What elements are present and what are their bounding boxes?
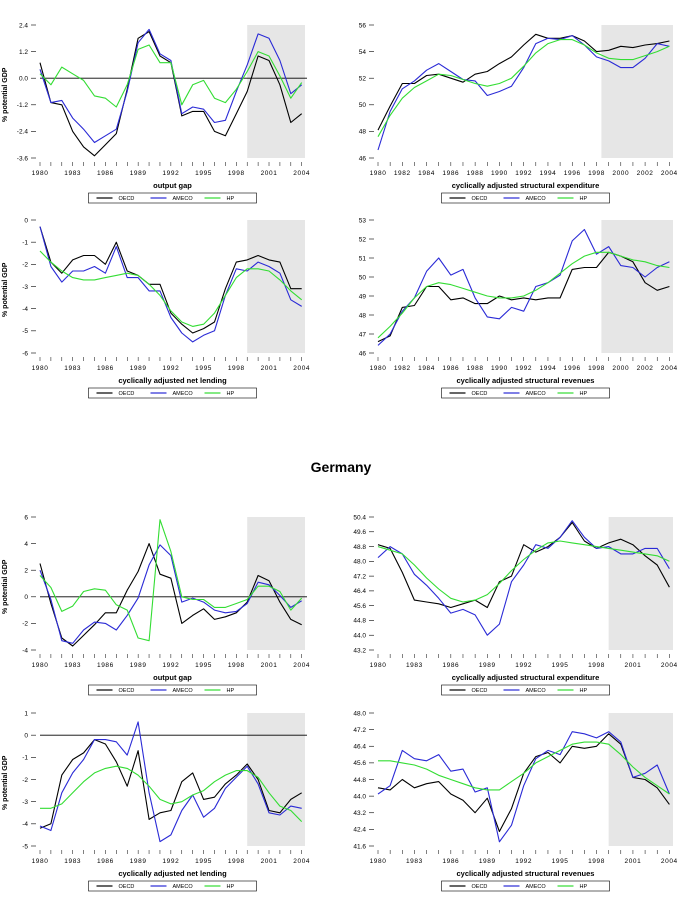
legend-label-hp: HP (579, 688, 588, 695)
y-axis-label: % potential GDP (2, 755, 9, 810)
chart-panel-5 (2, 512, 338, 697)
chart-panel-8 (343, 708, 682, 893)
x-tick-label: 2004 (293, 365, 311, 372)
legend-label-ameco: AMECO (525, 196, 546, 203)
legend-label-hp: HP (579, 391, 588, 398)
x-tick-label: 1986 (96, 662, 114, 669)
y-tick-label: 47.2 (353, 726, 366, 734)
y-tick-label: -3 (22, 283, 28, 291)
y-tick-label: -3.6 (16, 155, 28, 163)
y-tick-label: 49.6 (353, 529, 366, 537)
chart-svg (8, 215, 338, 400)
x-tick-label: 1995 (551, 662, 569, 669)
x-tick-label: 1998 (227, 662, 245, 669)
chart-svg (8, 20, 338, 205)
x-tick-label: 1980 (369, 365, 387, 372)
legend-label-oecd: OECD (471, 391, 488, 398)
y-tick-label: 52 (358, 236, 366, 244)
legend-label-oecd: OECD (118, 391, 135, 398)
x-tick-label: 1990 (490, 170, 508, 177)
y-tick-label: -5 (22, 843, 28, 851)
x-axis-label: output gap (153, 181, 192, 190)
x-tick-label: 1989 (129, 170, 147, 177)
chart-svg (8, 708, 338, 893)
x-tick-label: 1992 (515, 170, 533, 177)
y-tick-label: -2 (22, 261, 28, 269)
y-tick-label: 45.6 (353, 760, 366, 768)
x-tick-label: 1980 (31, 858, 49, 865)
x-axis-label: cyclically adjusted net lending (118, 869, 227, 878)
x-tick-label: 1992 (515, 858, 533, 865)
x-tick-label: 1995 (195, 858, 213, 865)
y-tick-label: 0 (24, 732, 28, 740)
x-tick-label: 1989 (478, 662, 496, 669)
y-tick-label: 42.4 (353, 826, 366, 834)
legend-label-ameco: AMECO (525, 391, 546, 398)
chart-panel-7 (2, 708, 338, 893)
legend-label-hp: HP (226, 196, 235, 203)
x-tick-label: 1989 (478, 858, 496, 865)
legend-label-oecd: OECD (471, 196, 488, 203)
y-axis-label: % potential GDP (2, 262, 9, 317)
x-tick-label: 1995 (195, 662, 213, 669)
chart-panel-4 (343, 215, 682, 400)
x-tick-label: 1994 (539, 170, 557, 177)
x-tick-label: 1992 (162, 365, 180, 372)
x-tick-label: 1980 (31, 170, 49, 177)
chart-panel-6 (343, 512, 682, 697)
x-tick-label: 1998 (588, 170, 605, 177)
legend-label-hp: HP (226, 884, 235, 891)
chart-panel-3 (2, 215, 338, 400)
y-tick-label: 48.0 (353, 710, 366, 718)
x-tick-label: 1998 (227, 170, 245, 177)
y-tick-label: 41.6 (353, 843, 366, 851)
shaded-region (601, 220, 673, 353)
y-tick-label: 47.2 (353, 573, 366, 581)
legend-label-ameco: AMECO (172, 688, 193, 695)
x-axis-label: cyclically adjusted net lending (118, 376, 227, 385)
chart-svg (343, 215, 682, 400)
x-tick-label: 2000 (612, 365, 630, 372)
x-tick-label: 1983 (64, 662, 82, 669)
y-tick-label: -1 (22, 754, 28, 762)
legend-label-ameco: AMECO (172, 196, 193, 203)
y-tick-label: 4 (24, 540, 28, 548)
x-tick-label: 1988 (466, 170, 484, 177)
y-tick-label: 48.0 (353, 558, 366, 566)
legend-label-oecd: OECD (471, 688, 488, 695)
x-tick-label: 1998 (227, 365, 245, 372)
y-axis-label: % potential GDP (2, 67, 9, 122)
x-tick-label: 1986 (442, 858, 460, 865)
y-tick-label: 44.8 (353, 617, 366, 625)
x-tick-label: 1990 (490, 365, 508, 372)
x-tick-label: 1995 (195, 170, 213, 177)
x-tick-label: 1992 (162, 662, 180, 669)
x-tick-label: 1984 (418, 365, 435, 372)
section-title: Germany (310, 459, 372, 475)
y-tick-label: -5 (22, 328, 28, 336)
legend-label-ameco: AMECO (525, 884, 546, 891)
legend-label-ameco: AMECO (525, 688, 546, 695)
x-tick-label: 1986 (96, 365, 114, 372)
x-tick-label: 1992 (162, 170, 180, 177)
y-tick-label: 56 (358, 22, 366, 30)
y-tick-label: 48 (358, 128, 366, 136)
y-tick-label: 2 (24, 567, 28, 575)
x-tick-label: 2001 (260, 170, 278, 177)
y-tick-label: 2.4 (18, 22, 28, 30)
legend-label-oecd: OECD (118, 196, 135, 203)
legend-label-oecd: OECD (471, 884, 488, 891)
y-tick-label: 54 (358, 48, 366, 56)
x-tick-label: 1980 (369, 170, 387, 177)
chart-svg (343, 708, 682, 893)
y-tick-label: 50.4 (353, 514, 366, 522)
x-tick-label: 1980 (369, 858, 387, 865)
x-tick-label: 1980 (369, 662, 387, 669)
x-tick-label: 2004 (660, 662, 678, 669)
y-tick-label: -4 (22, 647, 28, 655)
x-tick-label: 1982 (393, 365, 411, 372)
x-tick-label: 2002 (636, 170, 654, 177)
x-axis-label: cyclically adjusted structural revenues (456, 869, 595, 878)
y-tick-label: -2 (22, 620, 28, 628)
x-tick-label: 1992 (515, 365, 533, 372)
x-tick-label: 1986 (96, 858, 114, 865)
x-tick-label: 1983 (405, 662, 423, 669)
x-tick-label: 1989 (129, 858, 147, 865)
x-tick-label: 2004 (660, 365, 678, 372)
y-tick-label: 50 (358, 102, 366, 110)
x-tick-label: 1989 (129, 662, 147, 669)
x-tick-label: 2001 (624, 662, 642, 669)
x-axis-label: cyclically adjusted structural revenues (456, 376, 595, 385)
y-tick-label: 53 (358, 217, 366, 225)
legend-label-hp: HP (579, 196, 588, 203)
x-axis-label: cyclically adjusted structural expenditure (451, 181, 600, 190)
x-tick-label: 2001 (260, 662, 278, 669)
y-tick-label: 0.0 (18, 75, 28, 83)
y-tick-label: 49 (358, 293, 366, 301)
legend-label-ameco: AMECO (172, 884, 193, 891)
y-tick-label: 1.2 (18, 48, 28, 56)
chart-svg (8, 512, 338, 697)
x-tick-label: 2001 (624, 858, 642, 865)
x-tick-label: 2004 (660, 858, 678, 865)
chart-panel-1 (2, 20, 338, 205)
y-tick-label: 0 (24, 594, 28, 602)
y-tick-label: -2.4 (16, 128, 28, 136)
x-tick-label: 1983 (64, 170, 82, 177)
y-tick-label: 46.4 (353, 588, 366, 596)
legend-label-hp: HP (579, 884, 588, 891)
y-tick-label: 46 (358, 155, 366, 163)
legend-label-oecd: OECD (118, 884, 135, 891)
legend-label-hp: HP (226, 391, 235, 398)
y-tick-label: 47 (358, 331, 366, 339)
x-tick-label: 2000 (612, 170, 630, 177)
x-tick-label: 1989 (129, 365, 147, 372)
x-tick-label: 2004 (293, 170, 311, 177)
shaded-region (247, 25, 305, 158)
x-tick-label: 1986 (442, 365, 460, 372)
x-tick-label: 1998 (227, 858, 245, 865)
y-tick-label: -4 (22, 305, 28, 313)
x-tick-label: 1984 (418, 170, 435, 177)
x-tick-label: 1998 (588, 662, 605, 669)
y-tick-label: 44.8 (353, 776, 366, 784)
x-axis-label: output gap (153, 673, 192, 682)
chart-svg (343, 512, 682, 697)
x-tick-label: 1992 (162, 858, 180, 865)
y-tick-label: 1 (24, 710, 28, 718)
x-tick-label: 1995 (551, 858, 569, 865)
x-tick-label: 1992 (515, 662, 533, 669)
y-tick-label: -4 (22, 821, 28, 829)
y-tick-label: 46 (358, 350, 366, 358)
x-tick-label: 1995 (195, 365, 213, 372)
y-tick-label: 43.2 (353, 810, 366, 818)
y-tick-label: 50 (358, 274, 366, 282)
x-axis-label: cyclically adjusted structural expenditure (451, 673, 600, 682)
legend-label-ameco: AMECO (172, 391, 193, 398)
y-tick-label: 44.0 (353, 793, 366, 801)
y-tick-label: 48 (358, 312, 366, 320)
x-tick-label: 2002 (636, 365, 654, 372)
x-tick-label: 1998 (588, 365, 605, 372)
y-tick-label: 43.2 (353, 647, 366, 655)
x-tick-label: 1994 (539, 365, 557, 372)
shaded-region (247, 517, 305, 650)
x-tick-label: 1986 (96, 170, 114, 177)
y-tick-label: -1.2 (16, 102, 28, 110)
x-tick-label: 1983 (64, 858, 82, 865)
y-tick-label: -3 (22, 798, 28, 806)
shaded-region (247, 220, 305, 353)
y-tick-label: 51 (358, 255, 366, 263)
y-tick-label: 6 (24, 514, 28, 522)
chart-panel-2 (343, 20, 682, 205)
x-tick-label: 1986 (442, 170, 460, 177)
x-tick-label: 1998 (588, 858, 605, 865)
y-axis-label: % potential GDP (2, 559, 9, 614)
y-tick-label: 0 (24, 217, 28, 225)
y-tick-label: 44.0 (353, 632, 366, 640)
x-tick-label: 1986 (442, 662, 460, 669)
x-tick-label: 1980 (31, 662, 49, 669)
x-tick-label: 1988 (466, 365, 484, 372)
x-tick-label: 1982 (393, 170, 411, 177)
chart-svg (343, 20, 682, 205)
y-tick-label: 45.6 (353, 602, 366, 610)
x-tick-label: 2004 (293, 662, 311, 669)
x-tick-label: 1996 (563, 170, 581, 177)
x-tick-label: 1980 (31, 365, 49, 372)
x-tick-label: 2001 (260, 365, 278, 372)
x-tick-label: 2004 (293, 858, 311, 865)
y-tick-label: 48.8 (353, 543, 366, 551)
x-tick-label: 2001 (260, 858, 278, 865)
y-tick-label: -6 (22, 350, 28, 358)
x-tick-label: 1983 (64, 365, 82, 372)
legend-label-hp: HP (226, 688, 235, 695)
x-tick-label: 2004 (660, 170, 678, 177)
y-tick-label: 46.4 (353, 743, 366, 751)
y-tick-label: -2 (22, 776, 28, 784)
y-tick-label: -1 (22, 239, 28, 247)
y-tick-label: 52 (358, 75, 366, 83)
x-tick-label: 1996 (563, 365, 581, 372)
legend-label-oecd: OECD (118, 688, 135, 695)
shaded-region (609, 517, 673, 650)
x-tick-label: 1983 (405, 858, 423, 865)
